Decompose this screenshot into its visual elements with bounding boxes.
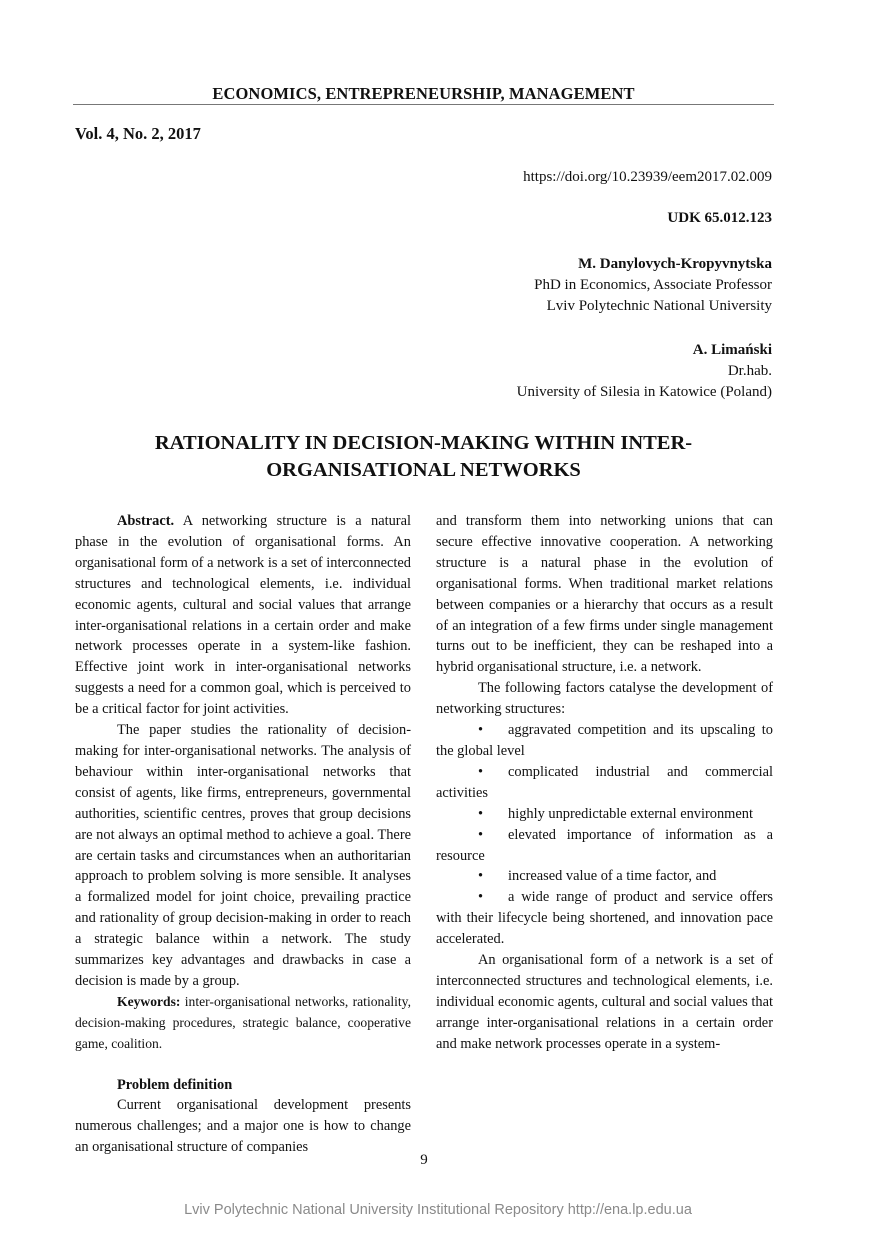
right-column xyxy=(436,511,773,1055)
bullet-icon: • xyxy=(478,868,484,885)
bullet-icon: • xyxy=(478,722,484,739)
keywords: Keywords: inter-organisational networks, rationality, decision-making procedures, strategic balance, cooperative game, coalition. xyxy=(75,993,411,1051)
bullet-icon: • xyxy=(478,763,484,780)
author-affiliation: University of Silesia in Katowice (Poland) xyxy=(516,384,772,400)
bullet-icon: • xyxy=(478,889,484,906)
section-heading-problem-definition: Problem definition xyxy=(117,1076,233,1093)
abstract-label: Abstract. xyxy=(117,513,175,529)
author-degree: PhD in Economics, Associate Professor xyxy=(534,277,772,293)
body-paragraph: and transform them into networking unions that can secure effective innovative cooperation. A networking structure is a natural phase in the evolution of organisational forms. When traditional market relations between companies or a hierarchy that occurs as a result of an integration of a few firms under single management turns out to be inefficient, they can be reshaped into a hybrid organisational structure, i.e. a network. xyxy=(436,513,773,676)
journal-header: ECONOMICS, ENTREPRENEURSHIP, MANAGEMENT xyxy=(212,84,635,103)
page-number: 9 xyxy=(420,1152,428,1168)
list-item: • increased value of a time factor, and xyxy=(436,866,773,887)
list-item: • highly unpredictable external environment xyxy=(436,804,773,825)
title-line-1: RATIONALITY IN DECISION-MAKING WITHIN INTER- xyxy=(154,432,693,454)
volume-issue: Vol. 4, No. 2, 2017 xyxy=(75,124,201,143)
body-paragraph: Current organisational development presents numerous challenges; and a major one is how to change an organisational structure of companies xyxy=(75,1097,411,1156)
list-item: • a wide range of product and service offers with their lifecycle being shortened, and innovation pace accelerated. xyxy=(436,889,773,948)
doi-link[interactable]: https://doi.org/10.23939/eem2017.02.009 xyxy=(523,169,772,185)
body-paragraph: The following factors catalyse the development of networking structures: xyxy=(436,680,773,718)
left-column xyxy=(75,511,411,1158)
body-paragraph: An organisational form of a network is a set of interconnected structures and technological elements, i.e. individual economic agents, cultural and social values that arrange inter-organisational relations in a certain order and make network processes operate in a system- xyxy=(436,952,773,1052)
bullet-icon: • xyxy=(478,826,484,843)
list-item: • aggravated competition and its upscaling to the global level xyxy=(436,722,773,759)
repository-footer: Lviv Polytechnic National University Institutional Repository http://ena.lp.edu.ua xyxy=(184,1202,692,1218)
author-name: M. Danylovych-Kropyvnytska xyxy=(578,256,772,272)
author-degree: Dr.hab. xyxy=(727,363,772,379)
list-item: • complicated industrial and commercial activities xyxy=(436,763,773,801)
author-block-1 xyxy=(534,254,772,317)
keywords-label: Keywords: xyxy=(117,993,181,1009)
bullet-icon: • xyxy=(478,805,484,822)
title-line-2: ORGANISATIONAL NETWORKS xyxy=(266,459,581,481)
abstract-paragraph-2: The paper studies the rationality of decision-making for inter-organisational networks. The analysis of behaviour within inter-organisational networks that consist of agents, like firms, entrepreneurs, governmental authorities, scientific centres, proves that group decisions are not always an optimal method to achieve a goal. There are certain tasks and circumstances when an authoritarian approach to problem solving is more sensible. It analyses a formalized model for joint choice, prevailing practice and rationality of group decision-making in order to reach a strategic balance within a network. The study summarizes key advantages and drawbacks in case a decision is made by a group. xyxy=(75,722,411,989)
abstract-paragraph-1: Abstract. A networking structure is a natural phase in the evolution of organisational forms. An organisational form of a network is a set of interconnected structures and technological elements, i.e. individual economic agents, cultural and social values that arrange inter-organisational relations in a certain order and make network processes operate in a system-like fashion. Effective joint work in inter-organisational networks suggests a need for a common goal, which is perceived to be a critical factor for joint activities. xyxy=(75,513,411,718)
author-affiliation: Lviv Polytechnic National University xyxy=(546,298,772,314)
header-divider xyxy=(73,104,774,105)
list-item: • elevated importance of information as a resource xyxy=(436,826,773,864)
paper-title xyxy=(73,430,774,484)
udk-code: UDK 65.012.123 xyxy=(667,210,772,226)
author-name: A. Limański xyxy=(692,342,772,358)
author-block-2 xyxy=(517,340,772,403)
